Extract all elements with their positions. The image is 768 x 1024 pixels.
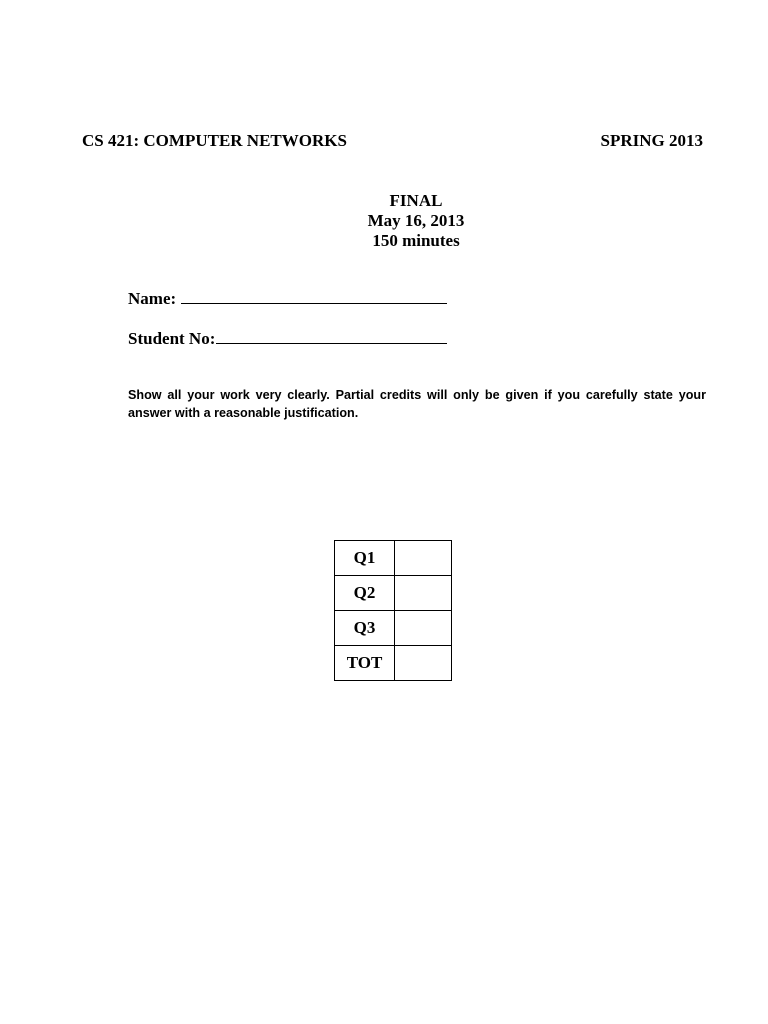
score-row-label: Q3 (335, 611, 395, 646)
exam-duration: 150 minutes (372, 231, 460, 250)
score-cell (395, 646, 452, 681)
course-title: CS 421: COMPUTER NETWORKS (82, 131, 347, 150)
score-cell (395, 541, 452, 576)
table-row (335, 646, 452, 681)
score-table (334, 540, 452, 681)
table-row (335, 611, 452, 646)
student-no-label: Student No: (128, 329, 216, 348)
name-field (128, 288, 447, 309)
score-row-label: Q1 (335, 541, 395, 576)
table-row (335, 541, 452, 576)
score-row-label: TOT (335, 646, 395, 681)
name-blank-line[interactable] (181, 288, 447, 304)
exam-info (0, 191, 768, 251)
student-no-blank-line[interactable] (216, 328, 447, 344)
score-row-label: Q2 (335, 576, 395, 611)
student-no-field (128, 328, 447, 349)
score-cell (395, 576, 452, 611)
exam-date: May 16, 2013 (367, 211, 465, 230)
exam-title: FINAL (389, 191, 443, 210)
instructions-text: Show all your work very clearly. Partial credits will only be given if you carefully state your answer with a reasonable justification. (128, 388, 706, 420)
score-cell (395, 611, 452, 646)
name-label: Name: (128, 289, 177, 308)
table-row (335, 576, 452, 611)
term-label: SPRING 2013 (600, 131, 703, 150)
